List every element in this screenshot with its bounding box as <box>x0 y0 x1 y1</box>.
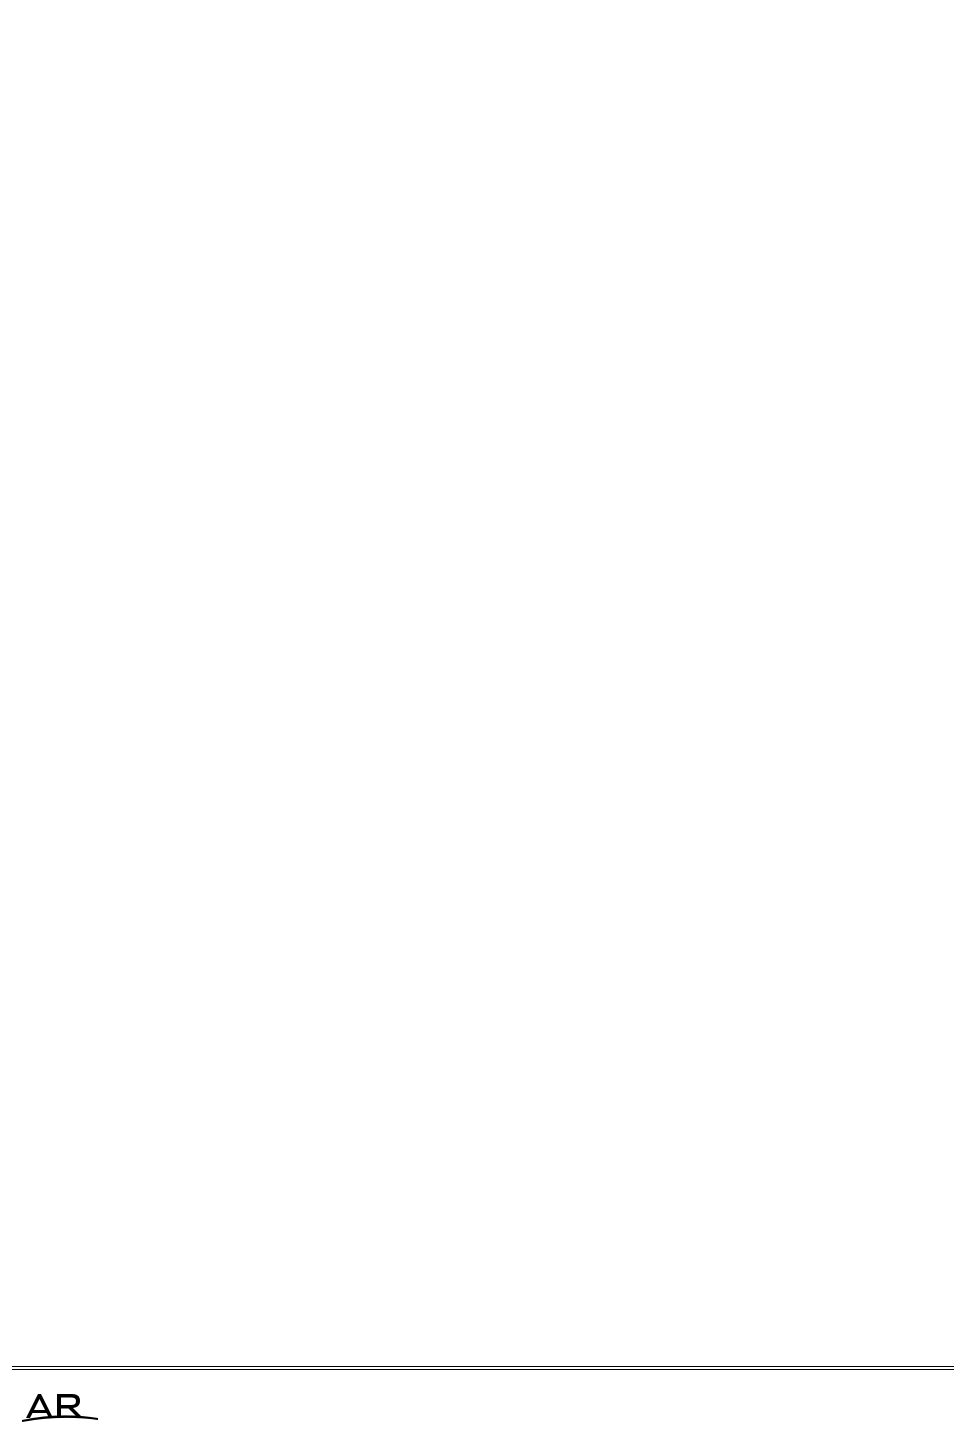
company-logo <box>20 1388 190 1434</box>
paragraph-archeology-duty <box>12 150 956 175</box>
ar-logo-icon <box>20 1388 190 1434</box>
paragraph-archeology-intro <box>12 48 956 73</box>
fire-safety-paragraph-2 <box>12 988 956 1013</box>
footer-rule <box>12 1369 954 1370</box>
footer-rule <box>12 1366 954 1367</box>
